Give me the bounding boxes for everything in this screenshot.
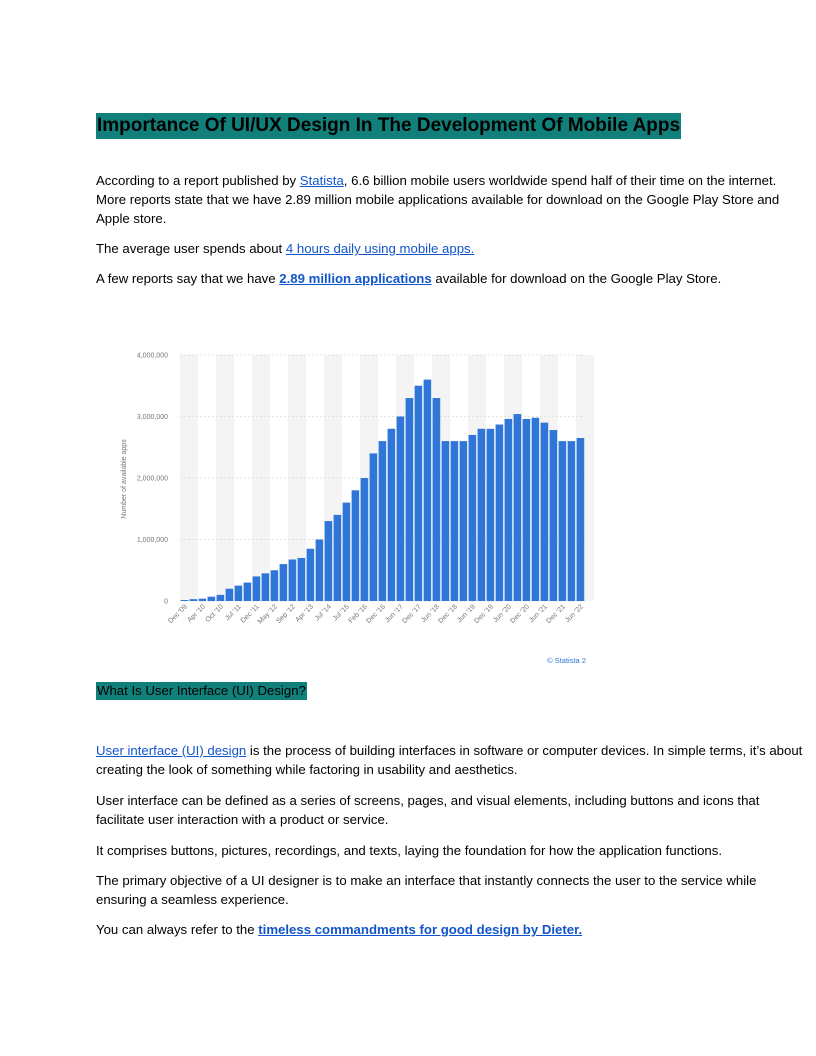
chart-x-tick: Jun '20 [492,603,513,625]
reference-text: You can always refer to the [96,922,259,937]
chart-x-tick: Dec '20 [509,603,531,626]
chart-y-label: Number of available apps [121,439,128,519]
chart-bar [550,430,558,601]
ui-definition-paragraph [96,741,808,779]
chart-bar [442,441,450,601]
chart-bar [388,429,396,601]
chart-x-tick: Dec '11 [239,603,261,625]
chart-bars [181,380,585,601]
chart-bar [505,419,513,601]
apps-chart [110,336,610,676]
chart-bar [280,564,288,601]
chart-bar [424,380,432,601]
ui-objective-paragraph: The primary objective of a UI designer is to make an interface that instantly connects the user to the service while ensuring a seamless experience. [96,873,757,907]
page-title: Importance Of UI/UX Design In The Development Of Mobile Apps [96,113,681,139]
apps-link[interactable]: 2.89 million applications [279,271,432,286]
chart-x-tick: Oct '10 [204,603,225,624]
chart-x-tick: May '12 [256,603,279,626]
chart-bar [208,597,216,601]
chart-y-tick: 2,000,000 [136,475,168,483]
ui-definition-text: is the process of building interfaces in software or computer devices. In simple terms, it’s about creating the look of something while factoring in usability and aesthetics. [96,743,803,777]
chart-bar [433,398,441,601]
chart-x-tick: Jun '22 [564,603,585,625]
chart-bar [352,490,360,601]
reference-paragraph [96,920,808,939]
chart-bar [496,424,504,601]
section-heading: What Is User Interface (UI) Design? [97,683,306,698]
chart-y-ticks [137,353,168,606]
chart-bar [451,441,459,601]
chart-bar [262,573,270,601]
usage-text: The average user spends about [96,241,286,256]
chart-bar [325,521,333,601]
chart-source[interactable]: © Statista 2 [547,656,586,665]
chart-bar [541,423,549,601]
chart-bar [307,549,315,601]
chart-x-tick: Jun '21 [528,603,549,625]
apps-text-before: A few reports say that we have [96,271,280,286]
chart-bar [397,417,405,602]
chart-x-tick: Dec '16 [365,603,387,626]
chart-bar [532,418,540,601]
chart-bar [406,398,414,601]
dieter-link[interactable]: timeless commandments for good design by Dieter. [258,922,583,937]
intro-text-before: According to a report published by [96,173,300,188]
chart-x-tick: Jul '11 [224,603,243,623]
chart-bar [460,441,468,601]
chart-x-tick: Dec '17 [401,603,423,626]
usage-link[interactable]: 4 hours daily using mobile apps. [285,241,475,256]
chart-bar [244,583,252,601]
chart-y-tick: 1,000,000 [136,537,168,544]
chart-bar [469,435,477,601]
chart-bar [253,576,261,601]
statista-link[interactable]: Statista [299,173,344,188]
chart-x-tick: Apr '10 [186,603,207,624]
chart-bar [415,386,423,601]
chart-bar [298,558,306,601]
chart-x-tick: Jul '15 [331,603,351,623]
chart-bar [379,441,387,601]
chart-x-tick: Sep '12 [275,603,297,626]
chart-bar [316,540,324,602]
usage-paragraph [96,239,808,258]
chart-bar [289,559,297,601]
chart-bar [568,441,576,601]
apps-text-after: available for download on the Google Play Store. [431,271,722,286]
chart-bar [190,599,198,601]
chart-bar [361,478,369,601]
chart-bar [370,453,378,601]
chart-bar [514,414,522,601]
chart-bar [577,438,585,601]
chart-x-tick: Dec '19 [473,603,495,626]
intro-paragraph [96,171,808,228]
chart-x-tick: Dec '09 [167,603,189,626]
chart-bar [343,503,351,601]
chart-x-tick: Jun '18 [420,603,441,625]
chart-x-tick: Feb '16 [347,603,369,625]
chart-bar [334,515,342,601]
chart-y-tick: 4,000,000 [136,352,168,360]
chart-x-tick: Dec '21 [545,603,567,626]
chart-bar [478,429,486,601]
chart-bar [523,419,531,601]
chart-y-tick: 3,000,000 [136,414,168,421]
apps-paragraph [96,269,808,288]
chart-bar [559,441,567,601]
chart-bar [199,599,207,601]
ui-design-link[interactable]: User interface (UI) design [96,743,247,758]
chart-bar [181,600,189,601]
chart-y-tick: 0 [164,598,168,606]
ui-screens-paragraph: User interface can be defined as a series of screens, pages, and visual elements, including buttons and icons that facilitate user interaction with a product or service. [96,793,760,827]
ui-components-paragraph: It comprises buttons, pictures, recordings, and texts, laying the foundation for how the application functions. [96,843,723,858]
chart-x-tick: Jul '14 [313,603,333,623]
chart-bar [271,570,279,601]
intro-text-after: , 6.6 billion mobile users worldwide spend half of their time on the internet. More reports state that we have 2.89 million mobile applications available for download on the Google Play Store and Apple store. [96,173,780,226]
chart-bar [217,595,225,601]
chart-x-tick: Apr '13 [294,603,315,624]
chart-x-tick: Dec '18 [437,603,459,626]
chart-bar [226,589,234,601]
chart-x-tick: Jun '19 [456,603,477,625]
chart-x-tick: Jun '17 [384,603,405,625]
chart-bar [487,429,495,601]
chart-bar [235,586,243,601]
chart-x-ticks [167,603,585,625]
